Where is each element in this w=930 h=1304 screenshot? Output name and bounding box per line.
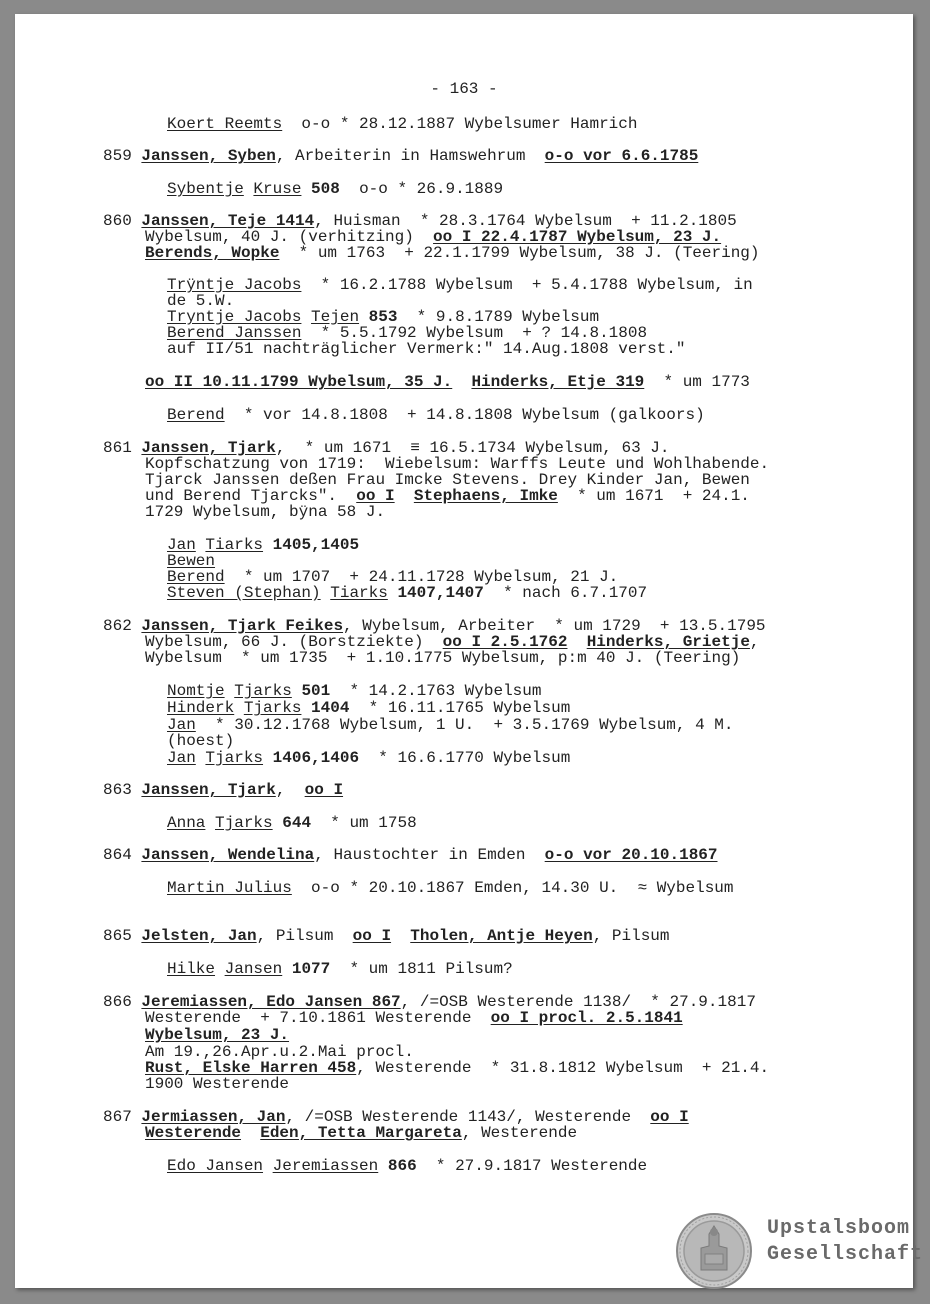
entry-text bbox=[282, 960, 292, 978]
entry-text bbox=[215, 960, 225, 978]
entry-text: de 5.W. bbox=[167, 292, 235, 310]
entry-text bbox=[263, 749, 273, 767]
entry-line bbox=[167, 569, 618, 585]
entry-text: o-o * 20.10.1867 Emden, 14.30 U. ≈ Wybelsum bbox=[291, 879, 734, 897]
entry-line bbox=[145, 1044, 414, 1060]
entry-text: , Pilsum bbox=[592, 927, 670, 945]
entry-line bbox=[103, 440, 670, 456]
entry-name: Tjarks bbox=[205, 749, 264, 767]
entry-name: oo I 22.4.1787 Wybelsum, 23 J. bbox=[433, 228, 722, 246]
entry-text bbox=[263, 1157, 273, 1175]
entry-text: 1900 Westerende bbox=[145, 1075, 290, 1093]
entry-line bbox=[167, 700, 570, 716]
entry-name: Janssen, Tjark Feikes bbox=[141, 617, 344, 635]
entry-line bbox=[103, 847, 718, 863]
entry-line bbox=[103, 928, 670, 944]
entry-name: Martin Julius bbox=[167, 879, 292, 897]
entry-name: Berend bbox=[167, 568, 225, 586]
entry-name: 853 bbox=[368, 308, 398, 326]
entry-text: (hoest) bbox=[167, 732, 235, 750]
entry-name: 1405,1405 bbox=[272, 536, 360, 554]
page-number: - 163 - bbox=[430, 80, 498, 98]
entry-name: 1404 bbox=[311, 699, 350, 717]
entry-name: Edo Jansen bbox=[167, 1157, 264, 1175]
entry-text bbox=[205, 814, 215, 832]
entry-line bbox=[145, 374, 750, 390]
entry-name: Sybentje bbox=[167, 180, 244, 198]
entry-text: , Wybelsum, Arbeiter * um 1729 + 13.5.1795 bbox=[343, 617, 766, 635]
entry-name: Tholen, Antje Heyen bbox=[410, 927, 593, 945]
entry-line bbox=[103, 618, 766, 634]
entry-text bbox=[196, 749, 206, 767]
entry-text: * 16.11.1765 Wybelsum bbox=[349, 699, 571, 717]
entry-text bbox=[395, 487, 414, 505]
entry-name: Jelsten, Jan bbox=[141, 927, 257, 945]
entry-text bbox=[292, 682, 302, 700]
entry-text: * um 1707 + 24.11.1728 Wybelsum, 21 J. bbox=[224, 568, 619, 586]
entry-line bbox=[145, 472, 750, 488]
entry-text bbox=[234, 699, 244, 717]
entry-text: 862 bbox=[103, 617, 142, 635]
entry-text: , /=OSB Westerende 1143/, Westerende bbox=[285, 1108, 651, 1126]
entry-line bbox=[167, 341, 685, 357]
entry-text bbox=[241, 1124, 260, 1142]
entry-text: Kopfschatzung von 1719: Wiebelsum: Warffs Leute und Wohlhabende. bbox=[145, 455, 770, 473]
entry-line bbox=[167, 553, 215, 569]
entry-name: Jan bbox=[167, 749, 196, 767]
entry-name: Tiarks bbox=[330, 584, 388, 602]
entry-text: , /=OSB Westerende 1138/ * 27.9.1817 bbox=[400, 993, 756, 1011]
entry-name: Hinderks, Grietje bbox=[586, 633, 750, 651]
entry-line bbox=[167, 1158, 647, 1174]
entry-text: Wybelsum, 40 J. (verhitzing) bbox=[145, 228, 434, 246]
entry-name: oo I bbox=[352, 927, 392, 945]
entry-text: o-o * 28.12.1887 Wybelsumer Hamrich bbox=[282, 115, 638, 133]
entry-name: 866 bbox=[387, 1157, 417, 1175]
entry-name: Steven (Stephan) bbox=[167, 584, 321, 602]
entry-name: Anna bbox=[167, 814, 206, 832]
entry-text bbox=[273, 814, 283, 832]
entry-text: * 5.5.1792 Wybelsum + ? 14.8.1808 bbox=[301, 324, 648, 342]
entry-name: 501 bbox=[301, 682, 331, 700]
entry-name: Tiarks bbox=[205, 536, 264, 554]
entry-line bbox=[145, 245, 760, 261]
entry-text bbox=[321, 584, 331, 602]
entry-line bbox=[145, 488, 750, 504]
entry-line bbox=[167, 585, 647, 601]
entry-text: o-o * 26.9.1889 bbox=[339, 180, 504, 198]
entry-line bbox=[145, 1125, 577, 1141]
entry-line bbox=[145, 1027, 289, 1043]
entry-text: Wybelsum * um 1735 + 1.10.1775 Wybelsum, p:m 40 J. (Teering) bbox=[145, 649, 741, 667]
seal-icon bbox=[675, 1212, 753, 1290]
entry-line bbox=[145, 650, 740, 666]
entry-name: Janssen, Tjark bbox=[141, 781, 276, 799]
entry-text: * nach 6.7.1707 bbox=[483, 584, 648, 602]
entry-name: 508 bbox=[311, 180, 340, 198]
entry-name: Janssen, Tjark bbox=[141, 439, 276, 457]
entry-name: Rust, Elske Harren 458 bbox=[145, 1059, 357, 1077]
entry-text: * um 1671 + 24.1. bbox=[557, 487, 750, 505]
entry-line bbox=[145, 504, 385, 520]
entry-name: Janssen, Syben bbox=[141, 147, 276, 165]
entry-text: * um 1811 Pilsum? bbox=[330, 960, 513, 978]
entry-line bbox=[167, 537, 359, 553]
entry-text: 863 bbox=[103, 781, 142, 799]
brand-line-1: Upstalsboom bbox=[767, 1217, 911, 1240]
entry-name: Tjarks bbox=[215, 814, 273, 832]
entry-name: oo I bbox=[650, 1108, 689, 1126]
entry-name: Bewen bbox=[167, 552, 216, 570]
entry-line bbox=[167, 407, 705, 423]
entry-text bbox=[225, 682, 235, 700]
entry-text: , * um 1671 ≡ 16.5.1734 Wybelsum, 63 J. bbox=[275, 439, 670, 457]
entry-text: auf II/51 nachträglicher Vermerk:" 14.Aug.1808 verst." bbox=[167, 340, 686, 358]
entry-text: Am 19.,26.Apr.u.2.Mai procl. bbox=[145, 1043, 414, 1061]
entry-line bbox=[145, 1010, 683, 1026]
entry-name: Koert Reemts bbox=[167, 115, 283, 133]
entry-name: 1077 bbox=[291, 960, 331, 978]
entry-name: Jansen bbox=[224, 960, 283, 978]
entry-text: * 9.8.1789 Wybelsum bbox=[397, 308, 600, 326]
entry-text: 864 bbox=[103, 846, 142, 864]
entry-name: 1406,1406 bbox=[272, 749, 360, 767]
entry-line bbox=[167, 293, 234, 309]
entry-line bbox=[167, 277, 753, 293]
entry-line bbox=[145, 1060, 769, 1076]
entry-text bbox=[263, 536, 273, 554]
entry-text: Wybelsum, 66 J. (Borstziekte) bbox=[145, 633, 443, 651]
entry-name: Jan bbox=[167, 536, 196, 554]
entry-line bbox=[145, 1076, 289, 1092]
document-page bbox=[15, 14, 924, 1288]
entry-name: Westerende bbox=[145, 1124, 242, 1142]
entry-text: 866 bbox=[103, 993, 142, 1011]
entry-name: Nomtje bbox=[167, 682, 225, 700]
entry-name: Hinderk bbox=[167, 699, 235, 717]
entry-name: 1407,1407 bbox=[397, 584, 484, 602]
entry-text: und Berend Tjarcks". bbox=[145, 487, 357, 505]
entry-text: * 27.9.1817 Westerende bbox=[416, 1157, 648, 1175]
entry-text: , Huisman * 28.3.1764 Wybelsum + 11.2.1805 bbox=[314, 212, 737, 230]
entry-name: Janssen, Wendelina bbox=[141, 846, 315, 864]
entry-name: Berend bbox=[167, 406, 225, 424]
entry-text: * um 1758 bbox=[311, 814, 417, 832]
entry-name: Kruse bbox=[253, 180, 302, 198]
entry-line bbox=[167, 717, 734, 733]
entry-text: , bbox=[275, 781, 305, 799]
entry-text: , bbox=[749, 633, 760, 651]
entry-text: 867 bbox=[103, 1108, 142, 1126]
entry-name: oo I bbox=[356, 487, 395, 505]
entry-name: Stephaens, Imke bbox=[413, 487, 558, 505]
entry-line bbox=[103, 782, 343, 798]
entry-text: * 30.12.1768 Wybelsum, 1 U. + 3.5.1769 Wybelsum, 4 M. bbox=[195, 716, 734, 734]
entry-text: Westerende + 7.10.1861 Westerende bbox=[145, 1009, 491, 1027]
entry-line bbox=[145, 456, 769, 472]
entry-name: Hinderks, Etje 319 bbox=[471, 373, 645, 391]
entry-text: , Pilsum bbox=[256, 927, 353, 945]
entry-name: 644 bbox=[282, 814, 312, 832]
entry-text bbox=[301, 180, 311, 198]
entry-text bbox=[378, 1157, 388, 1175]
entry-name: oo II 10.11.1799 Wybelsum, 35 J. bbox=[145, 373, 453, 391]
entry-text: * 16.2.1788 Wybelsum + 5.4.1788 Wybelsum, in bbox=[301, 276, 753, 294]
entry-name: Hilke bbox=[167, 960, 216, 978]
entry-name: Jeremiassen, Edo Jansen 867 bbox=[141, 993, 401, 1011]
entry-text: 861 bbox=[103, 439, 142, 457]
entry-line bbox=[167, 116, 637, 132]
entry-line bbox=[145, 229, 721, 245]
entry-name: Jermiassen, Jan bbox=[141, 1108, 286, 1126]
entry-text: * 14.2.1763 Wybelsum bbox=[330, 682, 542, 700]
entry-name: o-o vor 6.6.1785 bbox=[544, 147, 699, 165]
entry-text: 859 bbox=[103, 147, 142, 165]
entry-text: * um 1763 + 22.1.1799 Wybelsum, 38 J. (Teering) bbox=[279, 244, 760, 262]
entry-text: 865 bbox=[103, 927, 142, 945]
entry-line bbox=[145, 634, 760, 650]
entry-line bbox=[167, 325, 647, 341]
entry-text: * um 1773 bbox=[644, 373, 750, 391]
entry-name: Janssen, Teje 1414 bbox=[141, 212, 315, 230]
entry-line bbox=[167, 683, 541, 699]
entry-name: Jeremiassen bbox=[272, 1157, 379, 1175]
entry-name: Tejen bbox=[311, 308, 360, 326]
upstalsboom-seal bbox=[675, 1212, 753, 1295]
entry-text: , Westerende * 31.8.1812 Wybelsum + 21.4. bbox=[356, 1059, 770, 1077]
entry-text: , Haustochter in Emden bbox=[314, 846, 545, 864]
entry-name: Tryntje Jacobs bbox=[167, 308, 302, 326]
entry-text bbox=[452, 373, 471, 391]
entry-text: , Arbeiterin in Hamswehrum bbox=[275, 147, 545, 165]
entry-line bbox=[167, 309, 599, 325]
entry-name: oo I procl. 2.5.1841 bbox=[490, 1009, 683, 1027]
entry-text: Tjarck Janssen deßen Frau Imcke Stevens. Drey Kinder Jan, Bewen bbox=[145, 471, 750, 489]
entry-text: 1729 Wybelsum, bÿna 58 J. bbox=[145, 503, 386, 521]
entry-line bbox=[103, 148, 698, 164]
entry-line bbox=[103, 213, 737, 229]
entry-line bbox=[167, 750, 570, 766]
entry-name: Wybelsum, 23 J. bbox=[145, 1026, 290, 1044]
entry-line bbox=[167, 961, 513, 977]
entry-name: Berends, Wopke bbox=[145, 244, 280, 262]
entry-name: o-o vor 20.10.1867 bbox=[544, 846, 718, 864]
entry-line bbox=[167, 181, 503, 197]
entry-line bbox=[167, 733, 234, 749]
entry-name: Trÿntje Jacobs bbox=[167, 276, 302, 294]
entry-text bbox=[301, 699, 311, 717]
entry-line bbox=[167, 815, 417, 831]
entry-name: oo I bbox=[304, 781, 344, 799]
entry-name: Tjarks bbox=[243, 699, 302, 717]
entry-line bbox=[103, 994, 756, 1010]
entry-text bbox=[388, 584, 398, 602]
entry-text bbox=[244, 180, 254, 198]
entry-text: , Westerende bbox=[461, 1124, 578, 1142]
entry-name: oo I 2.5.1762 bbox=[442, 633, 568, 651]
entry-text: * vor 14.8.1808 + 14.8.1808 Wybelsum (galkoors) bbox=[224, 406, 705, 424]
entry-text bbox=[391, 927, 410, 945]
brand-line-2: Gesellschaft bbox=[767, 1243, 924, 1266]
entry-line bbox=[103, 1109, 689, 1125]
entry-name: Jan bbox=[167, 716, 196, 734]
entry-name: Eden, Tetta Margareta bbox=[260, 1124, 462, 1142]
entry-text: * 16.6.1770 Wybelsum bbox=[359, 749, 571, 767]
entry-line bbox=[167, 880, 734, 896]
entry-name: Tjarks bbox=[234, 682, 292, 700]
entry-name: Berend Janssen bbox=[167, 324, 302, 342]
entry-text: 860 bbox=[103, 212, 142, 230]
